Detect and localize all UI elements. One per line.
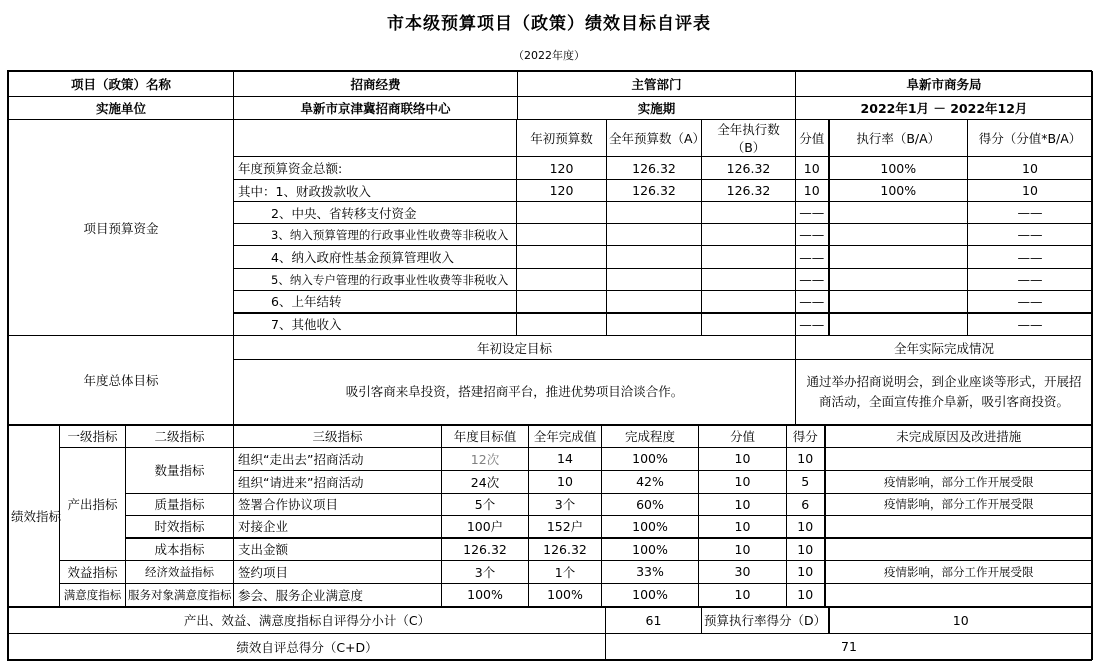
budget-weight-value: ——	[796, 291, 829, 313]
period-label: 实施期	[518, 97, 796, 120]
budget-col-header-executed: 全年执行数（B）	[702, 120, 796, 157]
budget-executed-value: 126.32	[702, 157, 796, 180]
indicator-weight-value: 10	[699, 515, 787, 538]
indicator-reason: 疫情影响，部分工作开展受限	[825, 470, 1093, 493]
indicator-degree-value: 33%	[602, 560, 699, 583]
indicator-score-value: 10	[787, 560, 825, 583]
indicator-actual-value: 100%	[529, 583, 602, 606]
budget-row-label: 其中：1、财政拨款收入	[234, 180, 517, 202]
indicator-actual-value: 3个	[529, 493, 602, 515]
indicator-reason: 疫情影响，部分工作开展受限	[825, 560, 1093, 583]
indicator-score-value: 5	[787, 470, 825, 493]
dept-label: 主管部门	[518, 72, 796, 97]
indicators-section-label: 绩效指标	[9, 425, 60, 606]
goal-planned-text: 吸引客商来阜投资，搭建招商平台，推进优势项目洽谈合作。	[234, 360, 796, 425]
indicator-degree-value: 42%	[602, 470, 699, 493]
page-title: 市本级预算项目（政策）绩效目标自评表	[387, 14, 711, 34]
indicator-l3: 签署合作协议项目	[234, 493, 442, 515]
summary-total-value: 71	[606, 634, 1093, 660]
budget-weight-value: 10	[796, 157, 829, 180]
indicator-target-value: 100户	[442, 515, 529, 538]
summary-exec-rate-label: 预算执行率得分（D）	[702, 607, 829, 634]
goal-actual-text: 通过举办招商说明会，到企业座谈等形式，开展招商活动，全面宣传推介阜新，吸引客商投资。	[796, 360, 1093, 425]
indicator-col-header-score: 得分	[787, 425, 825, 447]
budget-col-header-annual: 全年预算数（A）	[607, 120, 702, 157]
indicator-actual-value: 1个	[529, 560, 602, 583]
indicator-reason	[825, 583, 1093, 606]
budget-rate-value: 100%	[829, 157, 968, 180]
budget-section-label: 项目预算资金	[9, 120, 234, 336]
indicator-actual-value: 10	[529, 470, 602, 493]
budget-annual-value	[607, 202, 702, 224]
project-name-value: 招商经费	[234, 72, 518, 97]
indicator-degree-value: 60%	[602, 493, 699, 515]
indicator-actual-value: 126.32	[529, 538, 602, 560]
indicator-target-value: 12次	[442, 447, 529, 470]
indicator-l1: 产出指标	[60, 447, 126, 560]
indicator-score-value: 10	[787, 583, 825, 606]
indicator-weight-value: 10	[699, 538, 787, 560]
indicator-weight-value: 30	[699, 560, 787, 583]
indicators-section	[8, 424, 1093, 607]
budget-executed-value	[702, 246, 796, 269]
goal-actual-header: 全年实际完成情况	[796, 336, 1093, 360]
budget-executed-value	[702, 224, 796, 246]
indicator-target-value: 100%	[442, 583, 529, 606]
budget-score-value: 10	[968, 157, 1093, 180]
budget-row-label: 2、中央、省转移支付资金	[234, 202, 517, 224]
budget-row-label: 3、纳入预算管理的行政事业性收费等非税收入	[234, 224, 517, 246]
indicator-l2: 成本指标	[126, 538, 234, 560]
indicator-degree-value: 100%	[602, 515, 699, 538]
indicator-reason	[825, 447, 1093, 470]
annual-goal-section	[8, 335, 1093, 425]
indicator-l1: 满意度指标	[60, 583, 126, 606]
indicator-l1: 效益指标	[60, 560, 126, 583]
budget-row-label: 年度预算资金总额:	[234, 157, 517, 180]
budget-col-header-score: 得分（分值*B/A）	[968, 120, 1093, 157]
budget-annual-value	[607, 291, 702, 313]
budget-row-label: 5、纳入专户管理的行政事业性收费等非税收入	[234, 269, 517, 291]
indicator-l2: 数量指标	[126, 447, 234, 493]
indicator-weight-value: 10	[699, 583, 787, 606]
budget-score-value: ——	[968, 202, 1093, 224]
budget-annual-value	[607, 224, 702, 246]
budget-score-value: ——	[968, 246, 1093, 269]
indicator-degree-value: 100%	[602, 538, 699, 560]
indicator-col-header-l1: 一级指标	[60, 425, 126, 447]
budget-rate-value	[829, 224, 968, 246]
indicator-col-header-target: 年度目标值	[442, 425, 529, 447]
indicator-l3: 参会、服务企业满意度	[234, 583, 442, 606]
indicator-score-value: 10	[787, 515, 825, 538]
goal-section-label: 年度总体目标	[9, 336, 234, 425]
summary-section	[8, 606, 1093, 661]
budget-col-header-rate: 执行率（B/A）	[829, 120, 968, 157]
budget-annual-value	[607, 269, 702, 291]
indicator-weight-value: 10	[699, 447, 787, 470]
budget-score-value: ——	[968, 269, 1093, 291]
evaluation-table	[7, 70, 1092, 661]
budget-row-label: 4、纳入政府性基金预算管理收入	[234, 246, 517, 269]
budget-rate-value	[829, 246, 968, 269]
budget-initial-value	[517, 291, 607, 313]
page-subtitle: （2022年度）	[513, 49, 585, 62]
indicator-l2: 时效指标	[126, 515, 234, 538]
indicator-l2: 经济效益指标	[126, 560, 234, 583]
indicator-col-header-reason: 未完成原因及改进措施	[825, 425, 1093, 447]
indicator-reason	[825, 515, 1093, 538]
budget-initial-value: 120	[517, 180, 607, 202]
budget-score-value: 10	[968, 180, 1093, 202]
budget-initial-value	[517, 269, 607, 291]
dept-value: 阜新市商务局	[796, 72, 1093, 97]
indicator-score-value: 10	[787, 538, 825, 560]
indicator-col-header-actual: 全年完成值	[529, 425, 602, 447]
indicator-target-value: 24次	[442, 470, 529, 493]
indicator-l2: 服务对象满意度指标	[126, 583, 234, 606]
budget-annual-value: 126.32	[607, 157, 702, 180]
budget-initial-value	[517, 202, 607, 224]
budget-row-label: 7、其他收入	[234, 313, 517, 336]
indicator-target-value: 126.32	[442, 538, 529, 560]
budget-rate-value	[829, 313, 968, 336]
budget-initial-value	[517, 246, 607, 269]
summary-total-label: 绩效自评总得分（C+D）	[9, 634, 606, 660]
budget-score-value: ——	[968, 291, 1093, 313]
summary-exec-rate-value: 10	[829, 607, 1093, 634]
budget-weight-value: ——	[796, 224, 829, 246]
budget-annual-value: 126.32	[607, 180, 702, 202]
info-section	[8, 71, 1093, 120]
indicator-score-value: 6	[787, 493, 825, 515]
budget-executed-value	[702, 313, 796, 336]
budget-executed-value	[702, 269, 796, 291]
unit-label: 实施单位	[9, 97, 234, 120]
indicator-reason: 疫情影响，部分工作开展受限	[825, 493, 1093, 515]
budget-rate-value	[829, 291, 968, 313]
indicator-degree-value: 100%	[602, 447, 699, 470]
budget-weight-value: ——	[796, 246, 829, 269]
budget-executed-value	[702, 291, 796, 313]
budget-section	[8, 119, 1093, 336]
summary-subtotal-label: 产出、效益、满意度指标自评得分小计（C）	[9, 607, 606, 634]
indicator-l3: 组织“请进来”招商活动	[234, 470, 442, 493]
budget-weight-value: 10	[796, 180, 829, 202]
budget-rate-value: 100%	[829, 180, 968, 202]
indicator-col-header-weight: 分值	[699, 425, 787, 447]
summary-subtotal-value: 61	[606, 607, 702, 634]
budget-annual-value	[607, 313, 702, 336]
budget-col-header-weight: 分值	[796, 120, 829, 157]
budget-weight-value: ——	[796, 313, 829, 336]
budget-header-spacer	[234, 120, 517, 157]
budget-col-header-initial: 年初预算数	[517, 120, 607, 157]
budget-weight-value: ——	[796, 202, 829, 224]
budget-initial-value	[517, 313, 607, 336]
indicator-l3: 支出金额	[234, 538, 442, 560]
indicator-l3: 对接企业	[234, 515, 442, 538]
indicator-actual-value: 152户	[529, 515, 602, 538]
unit-value: 阜新市京津冀招商联络中心	[234, 97, 518, 120]
indicator-weight-value: 10	[699, 470, 787, 493]
budget-score-value: ——	[968, 313, 1093, 336]
indicator-col-header-degree: 完成程度	[602, 425, 699, 447]
indicator-col-header-l3: 三级指标	[234, 425, 442, 447]
budget-rate-value	[829, 202, 968, 224]
budget-initial-value	[517, 224, 607, 246]
indicator-l3: 组织“走出去”招商活动	[234, 447, 442, 470]
budget-executed-value	[702, 202, 796, 224]
indicator-reason	[825, 538, 1093, 560]
budget-executed-value: 126.32	[702, 180, 796, 202]
budget-row-label: 6、上年结转	[234, 291, 517, 313]
indicator-degree-value: 100%	[602, 583, 699, 606]
indicator-weight-value: 10	[699, 493, 787, 515]
indicator-col-header-l2: 二级指标	[126, 425, 234, 447]
budget-initial-value: 120	[517, 157, 607, 180]
indicator-target-value: 5个	[442, 493, 529, 515]
budget-score-value: ——	[968, 224, 1093, 246]
period-value: 2022年1月 － 2022年12月	[796, 97, 1093, 120]
goal-planned-header: 年初设定目标	[234, 336, 796, 360]
project-name-label: 项目（政策）名称	[9, 72, 234, 97]
indicator-actual-value: 14	[529, 447, 602, 470]
budget-rate-value	[829, 269, 968, 291]
indicator-l3: 签约项目	[234, 560, 442, 583]
indicator-score-value: 10	[787, 447, 825, 470]
budget-annual-value	[607, 246, 702, 269]
indicator-target-value: 3个	[442, 560, 529, 583]
indicator-l2: 质量指标	[126, 493, 234, 515]
budget-weight-value: ——	[796, 269, 829, 291]
